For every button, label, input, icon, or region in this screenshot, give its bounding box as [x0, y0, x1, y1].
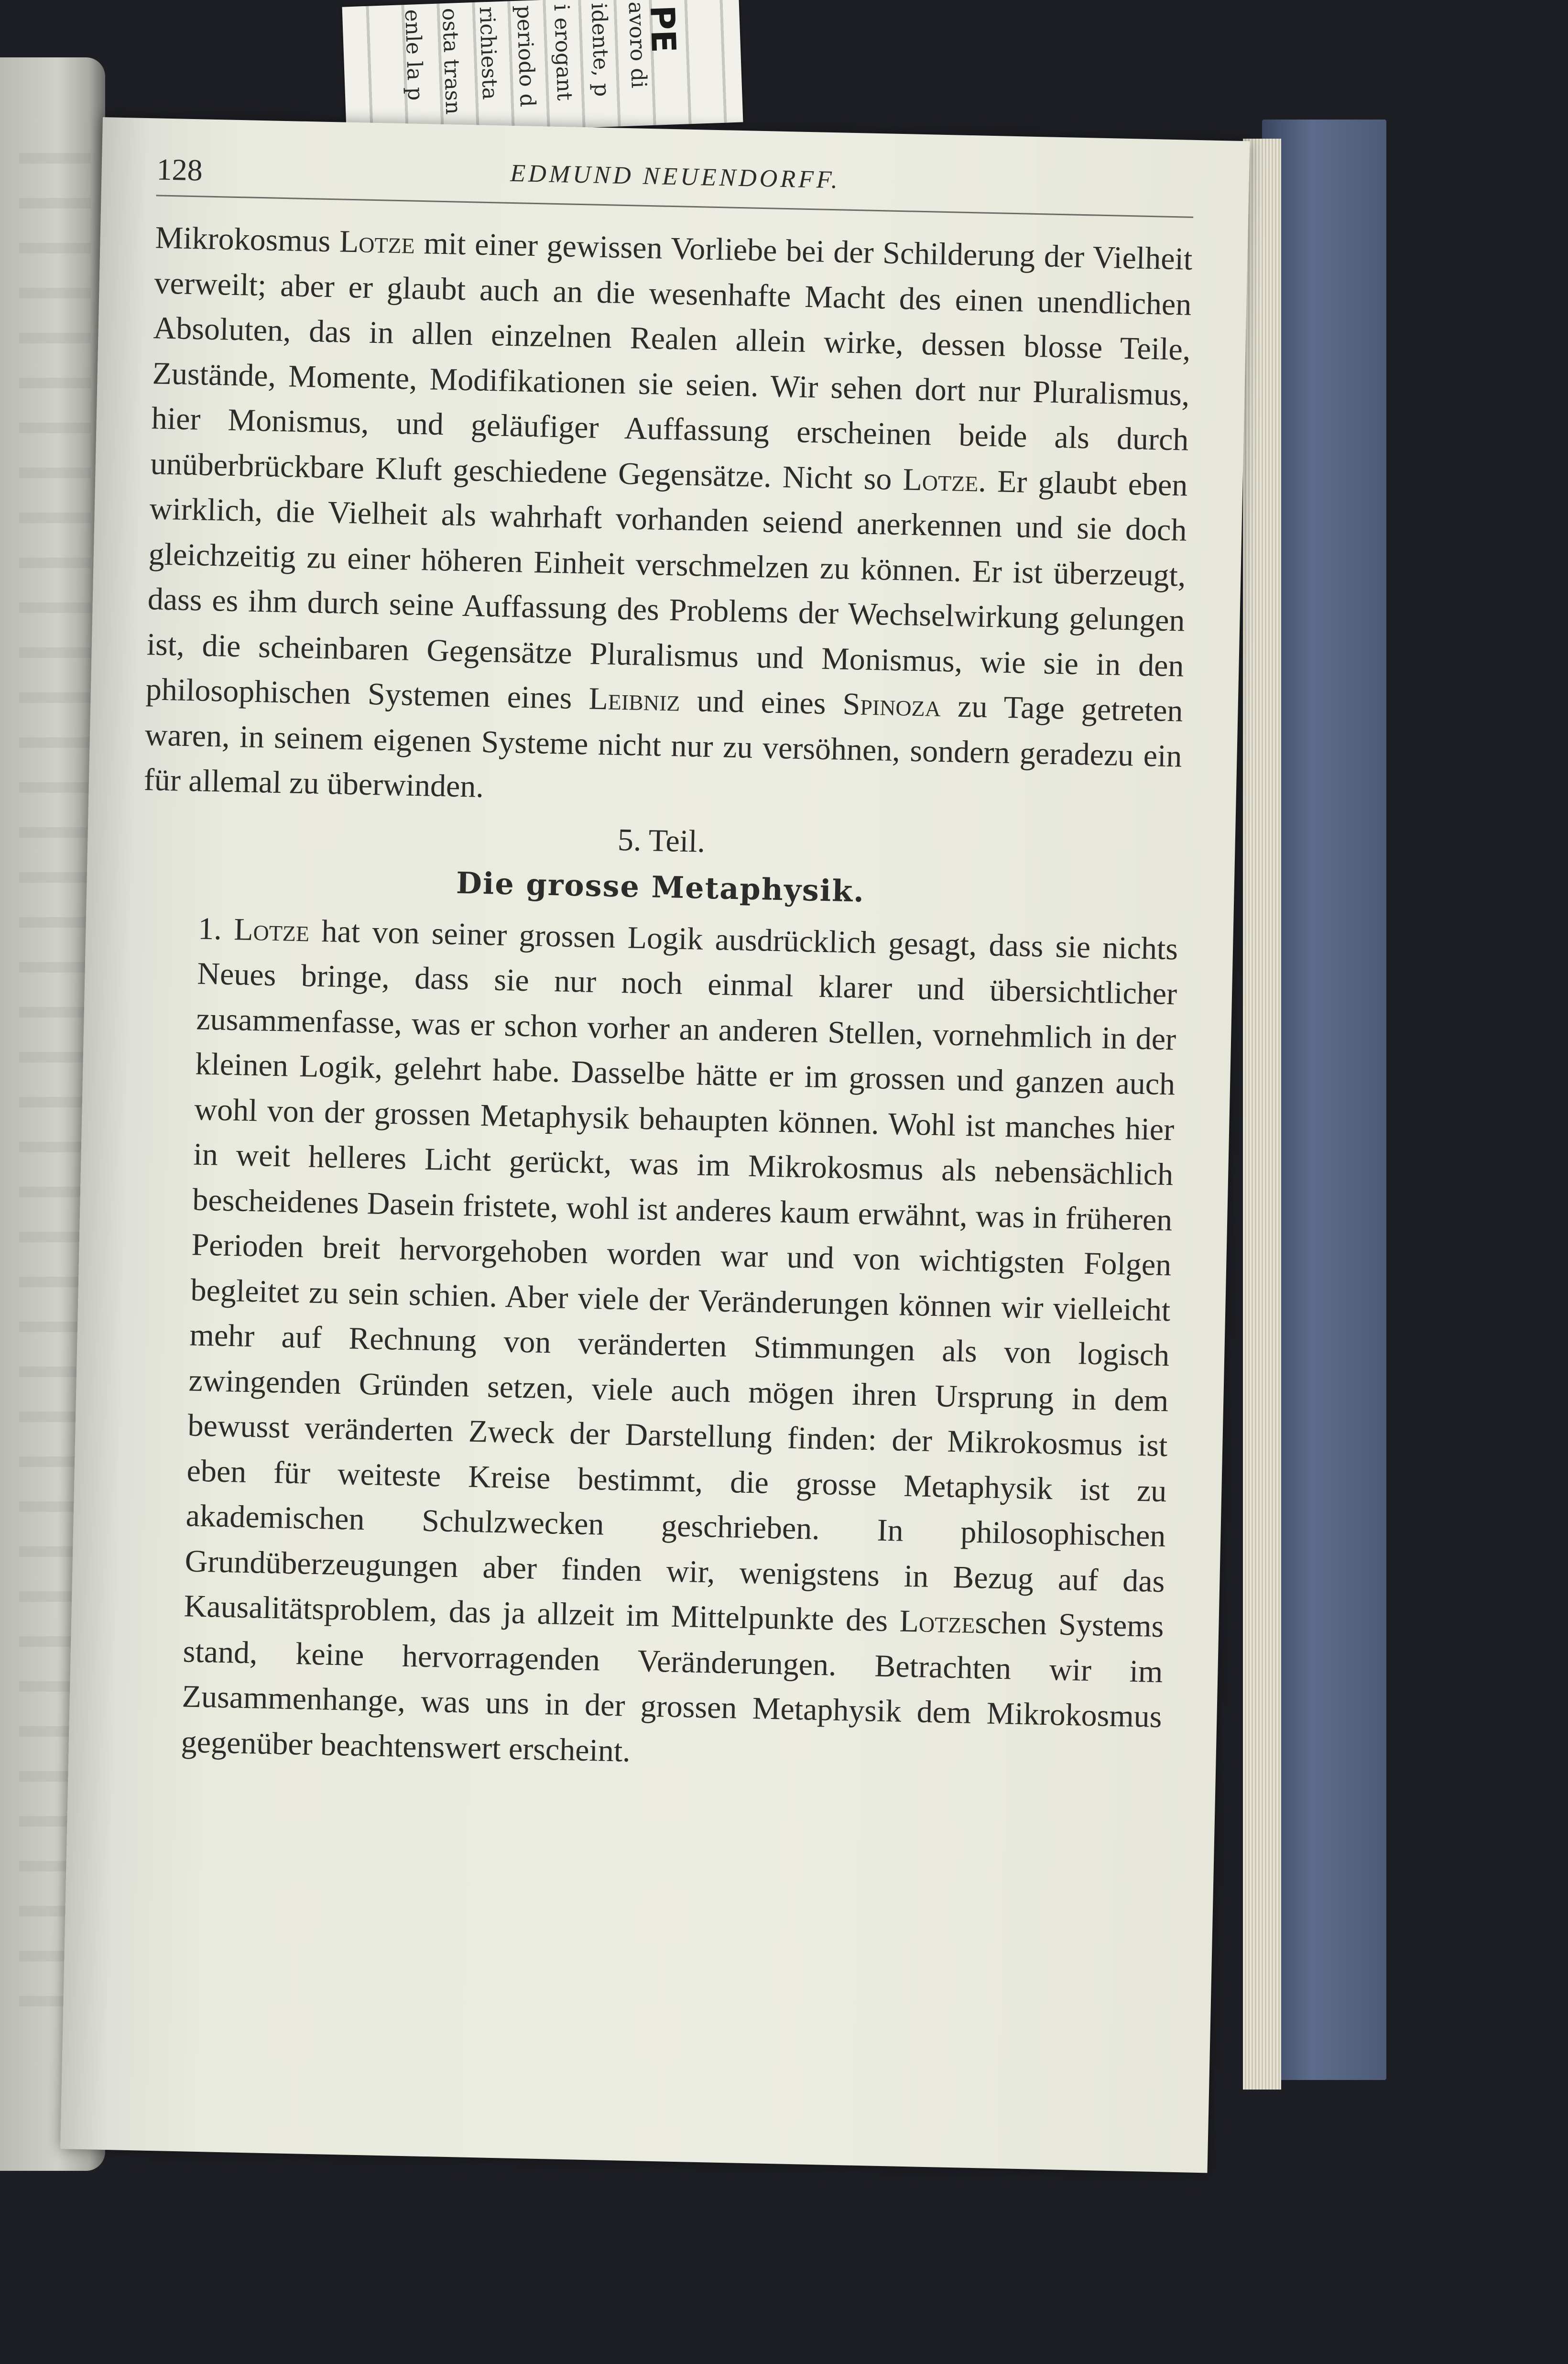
slip-heading: PE	[642, 4, 684, 54]
slip-line: enle la p	[400, 9, 428, 101]
section-title: Die grosse Metaphysik.	[456, 865, 865, 909]
paragraph-1	[143, 215, 1193, 824]
text-run: mit einer gewissen Vorliebe bei der Schilderung der Vielheit verweilt; aber er glaubt auch an die wesenhafte Macht des einen unendlichen Absoluten, das in allen einzelnen Realen allein wirke, dessen blosse Teile, Zustände, Momente, Modifikationen sie seien. Wir sehen dort nur Pluralismus, hier Monismus, und geläufiger Auffassung erscheinen beide als durch unüberbrückbare Kluft geschiedene Gegensätze. Nicht so	[150, 225, 1193, 497]
author-name: Lotze	[339, 224, 415, 261]
inserted-paper-slip	[342, 0, 743, 136]
item-number: 1.	[197, 911, 235, 947]
text-run: schen Systems stand, keine hervorragenden Veränderungen. Betrachten wir im Zusammenhange, was uns in der grossen Metaphysik dem Mikrokosmus gegenüber beachtenswert erscheint.	[181, 1605, 1165, 1769]
slip-line: avoro di	[623, 1, 651, 89]
running-title: EDMUND NEUENDORFF.	[510, 159, 841, 194]
page-stack-edge	[1243, 139, 1281, 2090]
slip-line: osta trasn	[437, 7, 466, 115]
book-page	[60, 117, 1250, 2173]
slip-line: i erogant	[549, 3, 577, 101]
text-run: hat von seiner grossen Logik ausdrücklich gesagt, dass sie nichts Neues bringe, dass sie nur noch einmal klarer und übersichtlicher zusammenfasse, was er schon vorher an anderen Stellen, vornehmlich in der kleinen Logik, gelehrt habe. Dasselbe hätte er im grossen und ganzen auch wohl von der grossen Metaphysik behaupten können. Wohl ist manches hier in weit helleres Licht gerückt, was im Mikrokosmus als nebensächlich bescheidenes Dasein fristete, wohl ist anderes kaum erwähnt, was in früheren Perioden breit hervorgehoben worden war und von wichtigsten Folgen begleitet zu sein schien. Aber viele der Veränderungen können wir vielleicht mehr auf Rechnung von veränderten Stimmungen als von logisch zwingenden Gründen setzen, viele auch mögen ihren Ursprung in dem bewusst veränderten Zweck der Darstellung finden: der Mikrokosmus ist eben für weiteste Kreise bestimmt, die grosse Metaphysik ist zu akademischen Schulzwecken geschrieben. In philosophischen Grundüberzeugungen aber finden wir, wenigstens in Bezug auf das Kausalitätsproblem, das ja allzeit im Mittelpunkte des	[184, 913, 1178, 1639]
author-name: Lotze	[899, 1603, 976, 1640]
slip-line: periodo d	[512, 5, 540, 108]
page-number: 128	[156, 152, 203, 187]
paragraph-2	[123, 905, 1178, 1785]
text-run: . Er glaubt eben wirklich, die Vielheit als wahrhaft vorhanden seiend anerkennen und sie doch gleichzeitig zu einer höheren Einheit verschmelzen zu können. Er ist überzeugt, dass es ihm durch seine Auffassung des Problems der Wechselwirkung gelungen ist, die scheinbaren Gegensätze Pluralismus und Monismus, wie sie in den philosophischen Systemen eines	[145, 463, 1188, 716]
section-number: 5. Teil.	[617, 822, 706, 859]
author-name: Spinoza	[842, 686, 941, 723]
author-name: Leibniz	[588, 681, 681, 718]
page-text	[123, 142, 1195, 1785]
slip-line: richiesta	[474, 6, 502, 100]
author-name: Lotze	[902, 461, 979, 499]
text-run: Mikrokosmus	[154, 220, 340, 259]
slip-line: idente, p	[586, 2, 614, 98]
running-head	[156, 142, 1195, 218]
author-name: Lotze	[233, 911, 310, 948]
text-run: und eines	[679, 683, 843, 722]
text-run: zu Tage getreten waren, in seinem eigenen Systeme nicht nur zu versöhnen, sondern geradezu ein für allemal zu überwinden.	[143, 688, 1184, 804]
